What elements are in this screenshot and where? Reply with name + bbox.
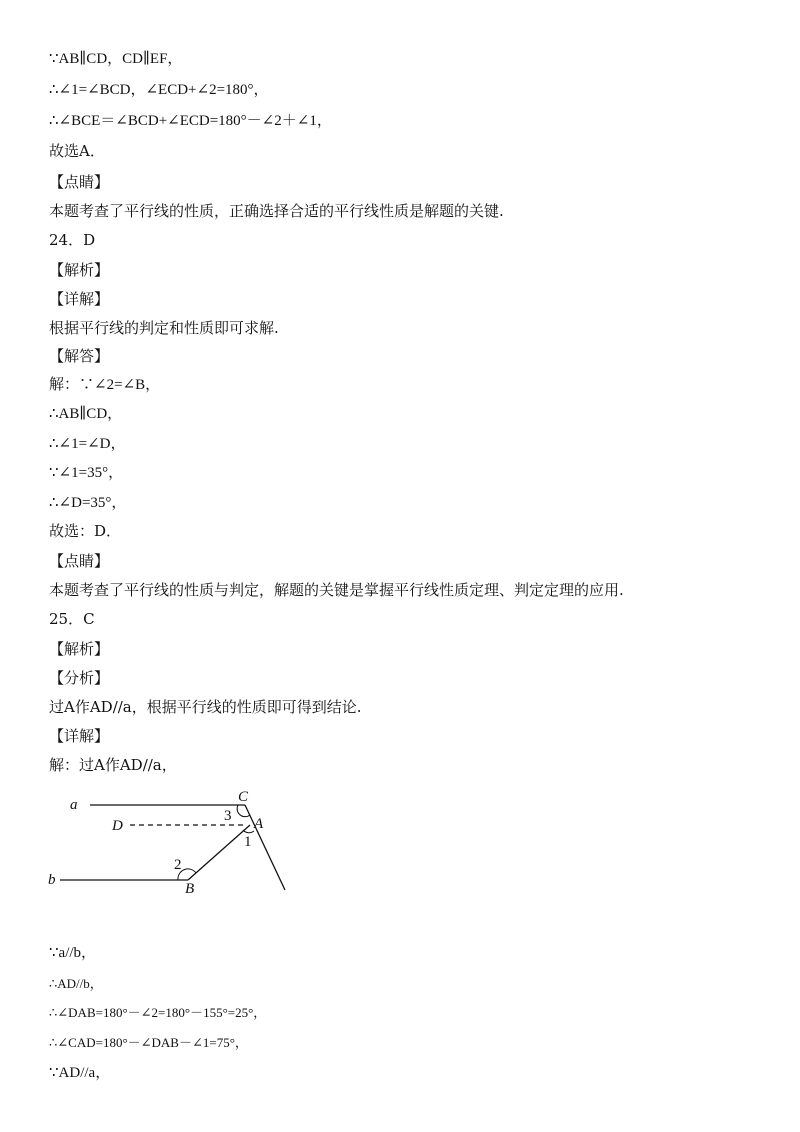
- text-line: ∴AB∥CD，: [49, 406, 123, 422]
- label-d: D: [112, 818, 123, 834]
- text-line: ∴∠1=∠D，: [49, 436, 126, 452]
- label-angle-1: 1: [244, 834, 252, 850]
- text-line: ∵AB∥CD，CD∥EF，: [49, 51, 183, 67]
- text-line: ∴∠CAD=180°－∠DAB－∠1=75°，: [49, 1035, 248, 1050]
- section-heading: 【解答】: [49, 347, 110, 365]
- text-line: 解：过A作AD//a，: [49, 756, 177, 774]
- section-heading: 【分析】: [49, 669, 110, 687]
- text-line: 故选：D．: [49, 522, 122, 540]
- label-c: C: [238, 789, 249, 805]
- text-line: 故选A．: [49, 142, 105, 160]
- section-heading: 【解析】: [49, 640, 110, 658]
- parallel-lines-figure: [40, 785, 310, 900]
- label-angle-3: 3: [224, 808, 232, 824]
- text-line: 解：∵∠2=∠B，: [49, 377, 161, 393]
- text-line: ∴∠BCE＝∠BCD+∠ECD=180°－∠2＋∠1，: [49, 113, 332, 129]
- label-b: b: [48, 872, 56, 888]
- answer-number: 24．D: [49, 231, 96, 249]
- answer-number: 25．C: [49, 610, 95, 628]
- text-line: 本题考查了平行线的性质与判定，解题的关键是掌握平行线性质定理、判定定理的应用.: [49, 581, 624, 599]
- text-line: ∴AD//b，: [49, 976, 103, 991]
- section-heading: 【点睛】: [49, 173, 110, 191]
- label-point-b: B: [185, 881, 195, 897]
- section-heading: 【详解】: [49, 727, 110, 745]
- text-line: ∴∠1=∠BCD，∠ECD+∠2=180°，: [49, 82, 269, 98]
- label-angle-2: 2: [174, 857, 182, 873]
- text-line: 本题考查了平行线的性质，正确选择合适的平行线性质是解题的关键.: [49, 202, 504, 220]
- text-line: ∵∠1=35°，: [49, 465, 124, 481]
- text-line: ∵a//b，: [49, 945, 97, 961]
- text-line: ∵AD//a，: [49, 1065, 111, 1081]
- label-a: a: [70, 797, 78, 813]
- segment-ab: [188, 825, 250, 880]
- text-line: ∴∠DAB=180°－∠2=180°－155°=25°，: [49, 1005, 267, 1020]
- text-line: ∴∠D=35°，: [49, 495, 127, 511]
- text-line: 过A作AD//a，根据平行线的性质即可得到结论.: [49, 698, 362, 716]
- section-heading: 【点睛】: [49, 552, 110, 570]
- label-point-a: A: [254, 816, 264, 832]
- text-line: 根据平行线的判定和性质即可求解.: [49, 319, 279, 337]
- section-heading: 【详解】: [49, 290, 110, 308]
- section-heading: 【解析】: [49, 261, 110, 279]
